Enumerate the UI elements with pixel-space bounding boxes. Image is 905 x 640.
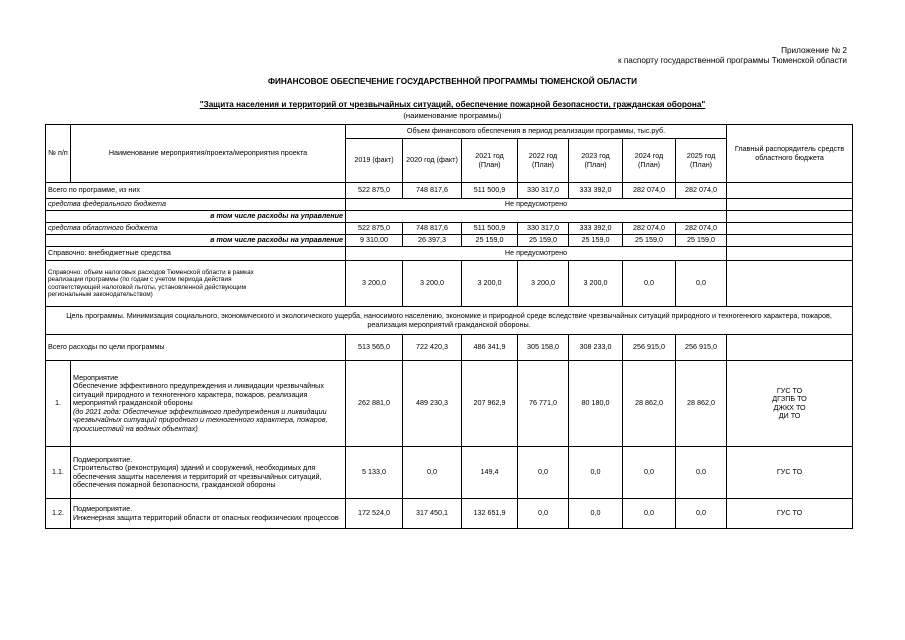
table-row-regional <box>46 223 853 235</box>
program-goal: Цель программы. Минимизация социального, экономического и экологического ущерба, наносимого населению, экономике и природной среде вследствие чрезвычайных ситуаций природного и техногенного характера, пожаров, реализация мероприятий гражданской обороны. <box>46 307 853 335</box>
value-cell: 513 565,0 <box>346 335 403 361</box>
manager-name: ДИ ТО <box>778 410 801 420</box>
header-manager: Главный распорядитель средств областного бюджета <box>727 125 853 183</box>
value-cell: 3 200,0 <box>569 261 623 307</box>
manager-cell <box>727 361 853 447</box>
value-cell: 3 200,0 <box>403 261 462 307</box>
appendix-line-1: Приложение № 2 <box>781 46 847 55</box>
value-cell: 3 200,0 <box>462 261 518 307</box>
row-label: в том числе расходы на управление <box>46 235 346 247</box>
value-cell: 486 341,9 <box>462 335 518 361</box>
row-label: средства федерального бюджета <box>46 199 346 211</box>
not-provided-cell: Не предусмотрено <box>346 247 727 261</box>
value-cell: 748 817,6 <box>403 223 462 235</box>
value-cell: 330 317,0 <box>518 223 569 235</box>
value-cell: 262 881,0 <box>346 361 403 447</box>
header-year: 2020 год (факт) <box>403 139 462 183</box>
tax-label-line: реализации программы (по годам с учетом периода действия <box>48 276 232 284</box>
row-label: Справочно: внебюджетные средства <box>46 247 346 261</box>
table-row-offbudget <box>46 247 853 261</box>
value-cell: 0,0 <box>676 261 727 307</box>
table-row-total <box>46 183 853 199</box>
header-num: № п/п <box>46 125 71 183</box>
value-cell: 282 074,0 <box>676 183 727 199</box>
value-cell: 28 862,0 <box>676 361 727 447</box>
table-row-regional-mgmt <box>46 235 853 247</box>
table-row-federal-mgmt <box>46 211 853 223</box>
manager-cell <box>727 235 853 247</box>
item-title: Строительство (реконструкция) зданий и сооружений, необходимых для обеспечения защиты населения и территорий от чрезвычайных ситуаций, обеспечения пожарной безопасности, гражданской обороны <box>73 463 322 489</box>
header-year: 2022 год (План) <box>518 139 569 183</box>
table-row-item-1 <box>46 361 853 447</box>
document-title: ФИНАНСОВОЕ ОБЕСПЕЧЕНИЕ ГОСУДАРСТВЕННОЙ ПРОГРАММЫ ТЮМЕНСКОЙ ОБЛАСТИ <box>267 77 638 86</box>
row-label: средства областного бюджета <box>46 223 346 235</box>
manager-cell <box>727 261 853 307</box>
value-cell: 333 392,0 <box>569 183 623 199</box>
value-cell: 256 915,0 <box>623 335 676 361</box>
value-cell: 76 771,0 <box>518 361 569 447</box>
item-type: Подмероприятие. <box>73 454 133 464</box>
program-name: "Защита населения и территорий от чрезвычайных ситуаций, обеспечение пожарной безопасности, гражданская оборона" <box>199 100 706 109</box>
value-cell: 149,4 <box>462 447 518 499</box>
item-number: 1. <box>46 361 71 447</box>
value-cell: 207 962,9 <box>462 361 518 447</box>
value-cell: 722 420,3 <box>403 335 462 361</box>
value-cell: 28 862,0 <box>623 361 676 447</box>
item-description <box>71 499 346 529</box>
manager-name: ГУС ТО <box>776 385 803 395</box>
value-cell: 0,0 <box>569 499 623 529</box>
value-cell: 0,0 <box>518 499 569 529</box>
value-cell: 26 397,3 <box>403 235 462 247</box>
value-cell: 308 233,0 <box>569 335 623 361</box>
appendix-line-2: к паспорту государственной программы Тюменской области <box>617 56 847 65</box>
manager-name: ГУС ТО <box>727 499 853 529</box>
header-row-1 <box>46 125 853 139</box>
table-row-goal <box>46 307 853 335</box>
value-cell: 25 159,0 <box>462 235 518 247</box>
table-row-tax <box>46 261 853 307</box>
manager-cell <box>727 335 853 361</box>
tax-label-line: соответствующей налоговой льготы, установленной действующим <box>48 283 247 291</box>
value-cell: 305 158,0 <box>518 335 569 361</box>
value-cell: 25 159,0 <box>569 235 623 247</box>
manager-cell <box>727 183 853 199</box>
header-year: 2023 год (План) <box>569 139 623 183</box>
item-number: 1.1. <box>46 447 71 499</box>
item-number: 1.2. <box>46 499 71 529</box>
value-cell: 25 159,0 <box>623 235 676 247</box>
manager-name: ДГЗПБ ТО <box>772 394 807 404</box>
value-cell: 330 317,0 <box>518 183 569 199</box>
tax-label-line: региональным законодательством) <box>48 290 153 298</box>
value-cell: 9 310,00 <box>346 235 403 247</box>
value-cell: 5 133,0 <box>346 447 403 499</box>
value-cell: 489 230,3 <box>403 361 462 447</box>
manager-name: ДЖКХ ТО <box>773 402 806 412</box>
row-label <box>46 261 346 307</box>
value-cell: 511 500,9 <box>462 223 518 235</box>
program-caption: (наименование программы) <box>403 111 502 120</box>
manager-cell <box>727 211 853 223</box>
manager-name: ГУС ТО <box>727 447 853 499</box>
item-title: Обеспечение эффективного предупреждения и ликвидации чрезвычайных ситуаций природного и техногенного характера, пожаров, реализация мероприятий гражданской обороны <box>73 381 324 408</box>
table-row-federal <box>46 199 853 211</box>
value-cell: 3 200,0 <box>518 261 569 307</box>
appendix-note <box>618 46 847 66</box>
value-cell: 282 074,0 <box>623 183 676 199</box>
header-year: 2025 год (План) <box>676 139 727 183</box>
manager-cell <box>727 247 853 261</box>
item-type: Подмероприятие. <box>73 504 133 514</box>
row-label: в том числе расходы на управление <box>46 211 346 223</box>
value-cell: 748 817,6 <box>403 183 462 199</box>
item-type: Мероприятие <box>73 373 119 383</box>
value-cell: 0,0 <box>518 447 569 499</box>
value-cell: 0,0 <box>676 447 727 499</box>
value-cell: 511 500,9 <box>462 183 518 199</box>
header-name: Наименование мероприятия/проекта/мероприятия проекта <box>71 125 346 183</box>
table-row-goal-total <box>46 335 853 361</box>
value-cell: 522 875,0 <box>346 183 403 199</box>
table-row-item-1-1 <box>46 447 853 499</box>
value-cell: 317 450,1 <box>403 499 462 529</box>
value-cell: 0,0 <box>676 499 727 529</box>
value-cell: 80 180,0 <box>569 361 623 447</box>
value-cell: 522 875,0 <box>346 223 403 235</box>
value-cell: 0,0 <box>623 499 676 529</box>
item-description <box>71 361 346 447</box>
value-cell: 282 074,0 <box>623 223 676 235</box>
value-cell: 0,0 <box>569 447 623 499</box>
financing-table <box>45 124 853 529</box>
row-label: Всего расходы по цели программы <box>46 335 346 361</box>
value-cell: 172 524,0 <box>346 499 403 529</box>
value-cell: 0,0 <box>623 447 676 499</box>
item-description <box>71 447 346 499</box>
value-cell: 25 159,0 <box>676 235 727 247</box>
header-year: 2024 год (План) <box>623 139 676 183</box>
item-title: Инженерная защита территорий области от опасных геофизических процессов <box>73 512 339 522</box>
row-label: Всего по программе, из них <box>46 183 346 199</box>
header-year: 2019 (факт) <box>346 139 403 183</box>
value-cell: 25 159,0 <box>518 235 569 247</box>
empty-cell <box>346 211 727 223</box>
value-cell: 256 915,0 <box>676 335 727 361</box>
item-previous-title: (до 2021 года: Обеспечение эффективного предупреждения и ликвидации чрезвычайных ситуаций природного и техногенного характера, пожаров, происшествий на водных объектах) <box>73 406 328 433</box>
value-cell: 3 200,0 <box>346 261 403 307</box>
header-year: 2021 год (План) <box>462 139 518 183</box>
manager-cell <box>727 199 853 211</box>
value-cell: 132 651,9 <box>462 499 518 529</box>
value-cell: 333 392,0 <box>569 223 623 235</box>
tax-label-line: Справочно: объем налоговых расходов Тюменской области в рамках <box>48 269 254 277</box>
not-provided-cell: Не предусмотрено <box>346 199 727 211</box>
value-cell: 0,0 <box>403 447 462 499</box>
table-row-item-1-2 <box>46 499 853 529</box>
value-cell: 282 074,0 <box>676 223 727 235</box>
value-cell: 0,0 <box>623 261 676 307</box>
manager-cell <box>727 223 853 235</box>
header-funding-group: Объем финансового обеспечения в период реализации программы, тыс.руб. <box>346 125 727 139</box>
